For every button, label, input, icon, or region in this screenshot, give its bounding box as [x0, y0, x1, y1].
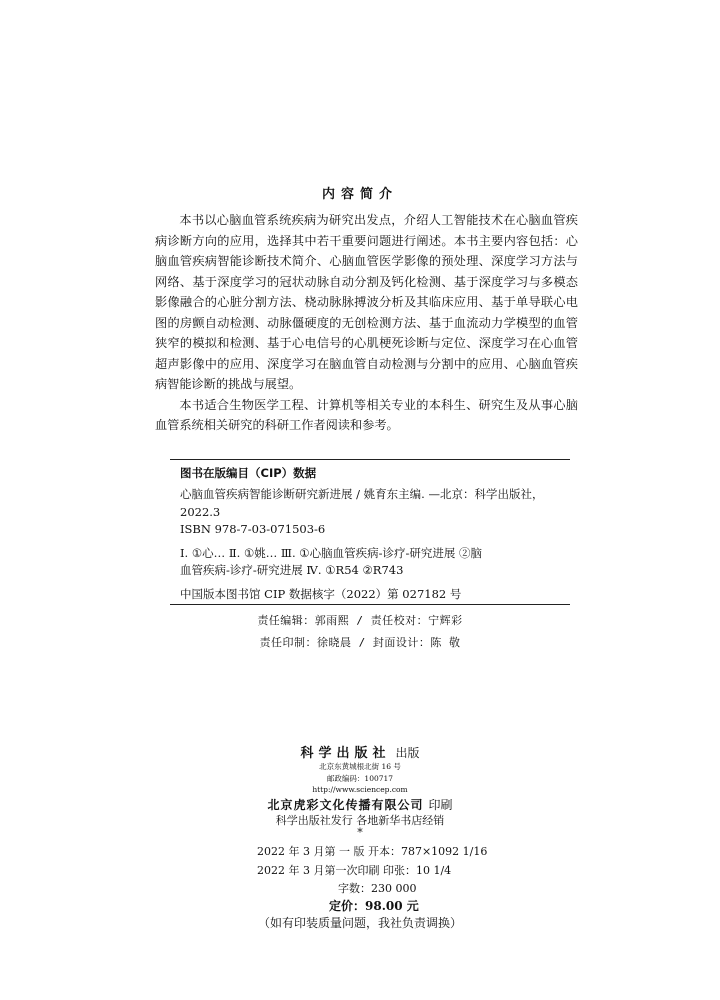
cip-class-line-2: 血管疾病-诊疗-研究进展 Ⅳ. ①R54 ②R743: [180, 563, 404, 577]
publisher-name: 科学出版社: [300, 746, 391, 761]
cip-bottom-rule: [170, 604, 570, 605]
intro-paragraph-1: 本书以心脑血管系统疾病为研究出发点，介绍人工智能技术在心脑血管疾病诊断方向的应用，选择其中若干重要问题进行阐述。本书主要内容包括：心脑血管疾病智能诊断技术简介、心脑血管医学影像的预处理、深度学习方法与网络、基于深度学习的冠状动脉自动分割及钙化检测、基于深度学习与多模态影像融合的心脏分割方法、桡动脉脉搏波分析及其临床应用、基于单导联心电图的房颤自动检测、动脉僵硬度的无创检测方法、基于血流动力学模型的血管狭窄的模拟和检测、基于心电信号的心肌梗死诊断与定位、深度学习在心血管超声影像中的应用、深度学习在脑血管自动检测与分割中的应用、心脑血管疾病智能诊断的挑战与展望。: [155, 213, 578, 391]
printer-line: [0, 794, 720, 813]
cip-record-line-2: 2022.3: [180, 504, 221, 519]
publisher-website: http://www.sciencep.com: [312, 785, 408, 794]
publisher-postcode: 邮政编码：100717: [326, 774, 394, 783]
printer-role: 印刷: [428, 798, 453, 812]
cip-isbn: ISBN 978-7-03-071503-6: [180, 522, 326, 536]
cip-heading: 图书在版编目（CIP）数据: [180, 466, 317, 480]
staff-production: 责任印制：徐晓晨 / 封面设计：陈 敬: [259, 636, 461, 649]
publisher-address: 北京东黄城根北街 16 号: [319, 762, 401, 771]
cip-class-line-1: Ⅰ. ①心… Ⅱ. ①姚… Ⅲ. ①心脑血管疾病-诊疗-研究进展 ②脑: [180, 545, 483, 560]
cip-record-line-1: 心脑血管疾病智能诊断研究新进展 / 姚育东主编. —北京：科学出版社，: [180, 487, 544, 501]
quality-notice: （如有印装质量问题，我社负责调换）: [257, 916, 462, 930]
edition-line-2: 2022 年 3 月第一次印刷 印张：10 1/4: [257, 864, 452, 877]
publisher-role: 出版: [395, 746, 420, 760]
intro-paragraph-2: 本书适合生物医学工程、计算机等相关专业的本科生、研究生及从事心脑血管系统相关研究的科研工作者阅读和参考。: [155, 397, 578, 432]
separator-asterisk: *: [357, 826, 363, 839]
edition-line-1: 2022 年 3 月第 一 版 开本：787×1092 1/16: [257, 845, 488, 858]
cip-record: [180, 486, 570, 603]
cip-top-rule: [170, 459, 570, 460]
staff-editors: 责任编辑：郭雨熙 / 责任校对：宁辉彩: [257, 614, 463, 627]
publisher-line: [0, 742, 720, 761]
price: 定价：98.00 元: [329, 899, 419, 913]
word-count: 字数：230 000: [338, 882, 417, 895]
distribution-line: 科学出版社发行 各地新华书店经销: [275, 814, 445, 827]
intro-text: [155, 210, 578, 436]
intro-title: 内容简介: [321, 187, 398, 202]
printer-name: 北京虎彩文化传播有限公司: [267, 798, 424, 812]
cip-catalog-number: 中国版本图书馆 CIP 数据核字（2022）第 027182 号: [180, 586, 462, 601]
